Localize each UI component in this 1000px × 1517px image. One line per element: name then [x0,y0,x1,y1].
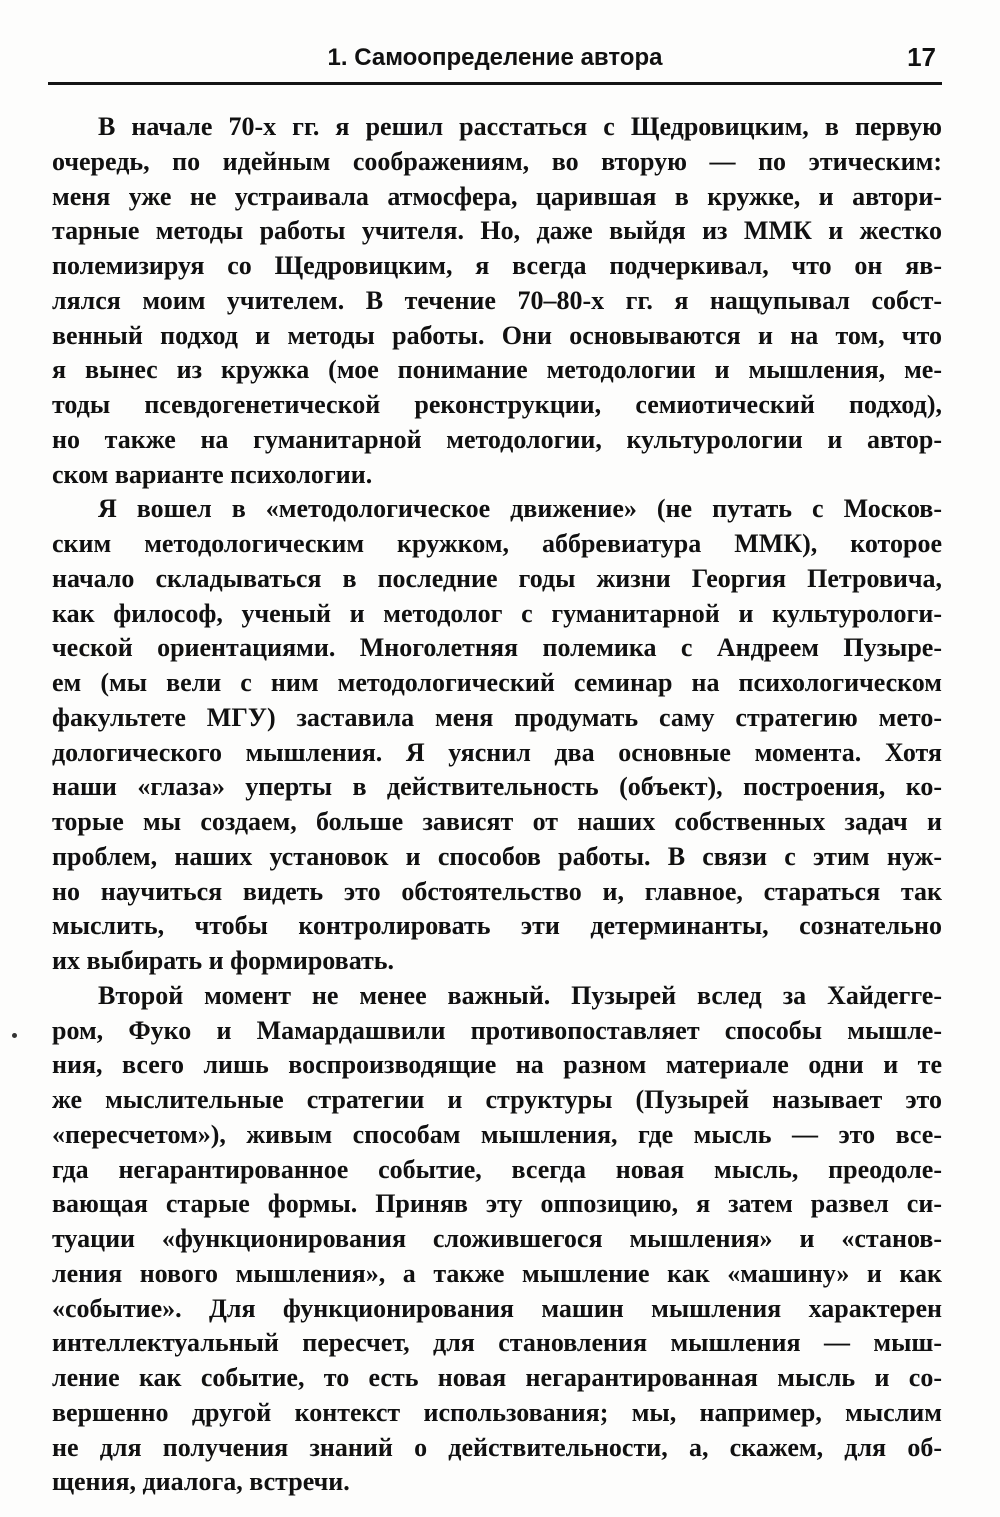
text-line: Второй момент не менее важный. Пузырей вслед за Хайдегге- [98,980,942,1010]
margin-dot-mark [12,1033,17,1038]
text-line: вершенно другой контекст использования; мы, например, мыслим [52,1397,942,1427]
text-line: лялся моим учителем. В течение 70–80-х гг. я нащупывал собст- [52,285,942,315]
text-line: «пересчетом»), живым способам мышления, где мысль — это все- [52,1119,942,1149]
text-line: проблем, наших установок и способов работы. В связи с этим нуж- [52,841,942,871]
text-line: полемизируя со Щедровицким, я всегда подчеркивал, что он яв- [52,251,942,280]
text-line: дологического мышления. Я уяснил два основные момента. Хотя [52,737,942,767]
text-line: факультете МГУ) заставила меня продумать саму стратегию мето- [52,702,942,732]
text-line: тарные методы работы учителя. Но, даже выйдя из ММК и жестко [52,216,942,246]
text-line: ским методологическим кружком, аббревиатура ММК), которое [52,529,942,558]
text-line: ском варианте психологии. [52,459,373,489]
running-title: 1. Самоопределение автора [327,44,663,71]
paragraph [52,110,942,492]
page-number: 17 [907,42,936,72]
text-line: ем (мы вели с ним методологический семинар на психологическом [52,668,942,697]
text-line: ром, Фуко и Мамардашвили противопоставляет способы мышле- [52,1015,942,1045]
text-line: «событие». Для функционирования машин мышления характерен [52,1293,942,1323]
paragraph [52,979,942,1500]
text-line: ления нового мышления», а также мышление как «машину» и как [52,1258,942,1288]
text-line: но также на гуманитарной методологии, культурологии и автор- [52,424,942,454]
text-line: В начале 70-х гг. я решил расстаться с Щедровицким, в первую [98,112,942,141]
body-text [52,110,942,1500]
text-line: не для получения знаний о действительности, а, скажем, для об- [52,1432,942,1462]
text-line: ление как событие, то есть новая негарантированная мысль и со- [52,1363,942,1392]
text-line: но научиться видеть это обстоятельство и, главное, стараться так [52,876,942,906]
text-line: венный подход и методы работы. Они основываются и на том, что [52,320,942,350]
text-line: я вынес из кружка (мое понимание методологии и мышления, ме- [52,355,942,385]
text-line: вающая старые формы. Приняв эту оппозицию, я затем развел си- [52,1189,942,1219]
text-line: мыслить, чтобы контролировать эти детерминанты, сознательно [52,911,942,941]
paragraph [52,492,942,979]
text-line: очередь, по идейным соображениям, во вторую — по этическим: [52,146,942,176]
text-line: наши «глаза» уперты в действительность (объект), построения, ко- [52,772,942,802]
text-line: гда негарантированное событие, всегда новая мысль, преодоле- [52,1154,942,1184]
text-line: же мыслительные стратегии и структуры (Пузырей называет это [52,1085,942,1114]
text-line: туации «функционирования сложившегося мышления» и «станов- [52,1224,942,1253]
text-line: начало складываться в последние годы жизни Георгия Петровича, [52,563,942,593]
text-line: как философ, ученый и методолог с гуманитарной и культурологи- [52,598,942,628]
text-line: Я вошел в «методологическое движение» (не путать с Москов- [98,494,942,524]
text-line: тоды псевдогенетической реконструкции, семиотический подход), [52,390,942,419]
text-line: ческой ориентациями. Многолетняя полемика с Андреем Пузыре- [52,633,942,663]
text-line: меня уже не устраивала атмосфера, царившая в кружке, и автори- [52,181,942,211]
text-line: интеллектуальный пересчет, для становления мышления — мыш- [52,1328,942,1358]
text-line: торые мы создаем, больше зависят от наших собственных задач и [52,807,942,836]
text-line: их выбирать и формировать. [52,946,395,975]
running-header [48,38,942,85]
text-line: щения, диалога, встречи. [52,1467,350,1497]
text-line: ния, всего лишь воспроизводящие на разном материале одни и те [52,1050,942,1080]
